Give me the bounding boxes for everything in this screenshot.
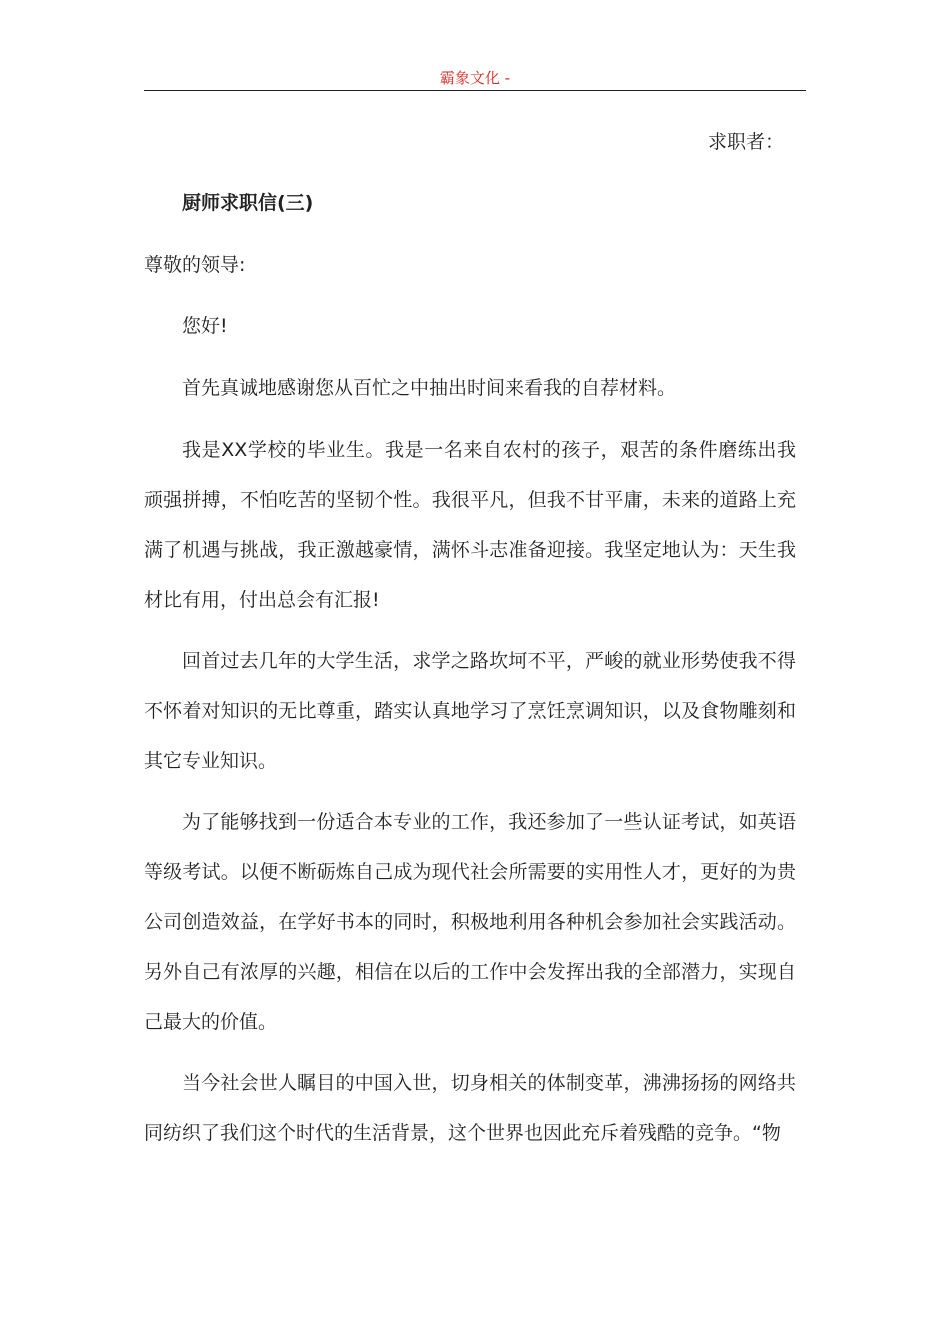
applicant-signature-label: 求职者： <box>707 131 784 153</box>
greeting: 您好! <box>182 315 228 337</box>
paragraph-5: 当今社会世人瞩目的中国入世，切身相关的体制变革，沸沸扬扬的网络共同纺织了我们这个时代的生活背景，这个世界也因此充斥着残酷的竞争。“物 <box>144 1072 796 1144</box>
paragraph-4: 为了能够找到一份适合本专业的工作，我还参加了一些认证考试，如英语等级考试。以便不断砺炼自己成为现代社会所需要的实用性人才，更好的为贵公司创造效益，在学好书本的同时，积极地利用各种机会参加社会实践活动。另外自己有浓厚的兴趣，相信在以后的工作中会发挥出我的全部潜力，实现自己最大的价值。 <box>144 811 796 1033</box>
header-brand: 霸象文化 - <box>439 69 511 87</box>
header-divider <box>144 90 806 91</box>
salutation: 尊敬的领导: <box>144 254 246 276</box>
paragraph-3: 回首过去几年的大学生活，求学之路坎坷不平，严峻的就业形势使我不得不怀着对知识的无比尊重，踏实认真地学习了烹饪烹调知识，以及食物雕刻和其它专业知识。 <box>144 650 796 772</box>
paragraph-1: 首先真诚地感谢您从百忙之中抽出时间来看我的自荐材料。 <box>182 377 677 399</box>
paragraph-2: 我是XX学校的毕业生。我是一名来自农村的孩子，艰苦的条件磨练出我顽强拼搏，不怕吃苦的坚韧个性。我很平凡，但我不甘平庸，未来的道路上充满了机遇与挑战，我正激越豪情，满怀斗志准备迎接。我坚定地认为：天生我材比有用，付出总会有汇报! <box>144 439 796 611</box>
letter-title: 厨师求职信(三) <box>182 192 314 214</box>
